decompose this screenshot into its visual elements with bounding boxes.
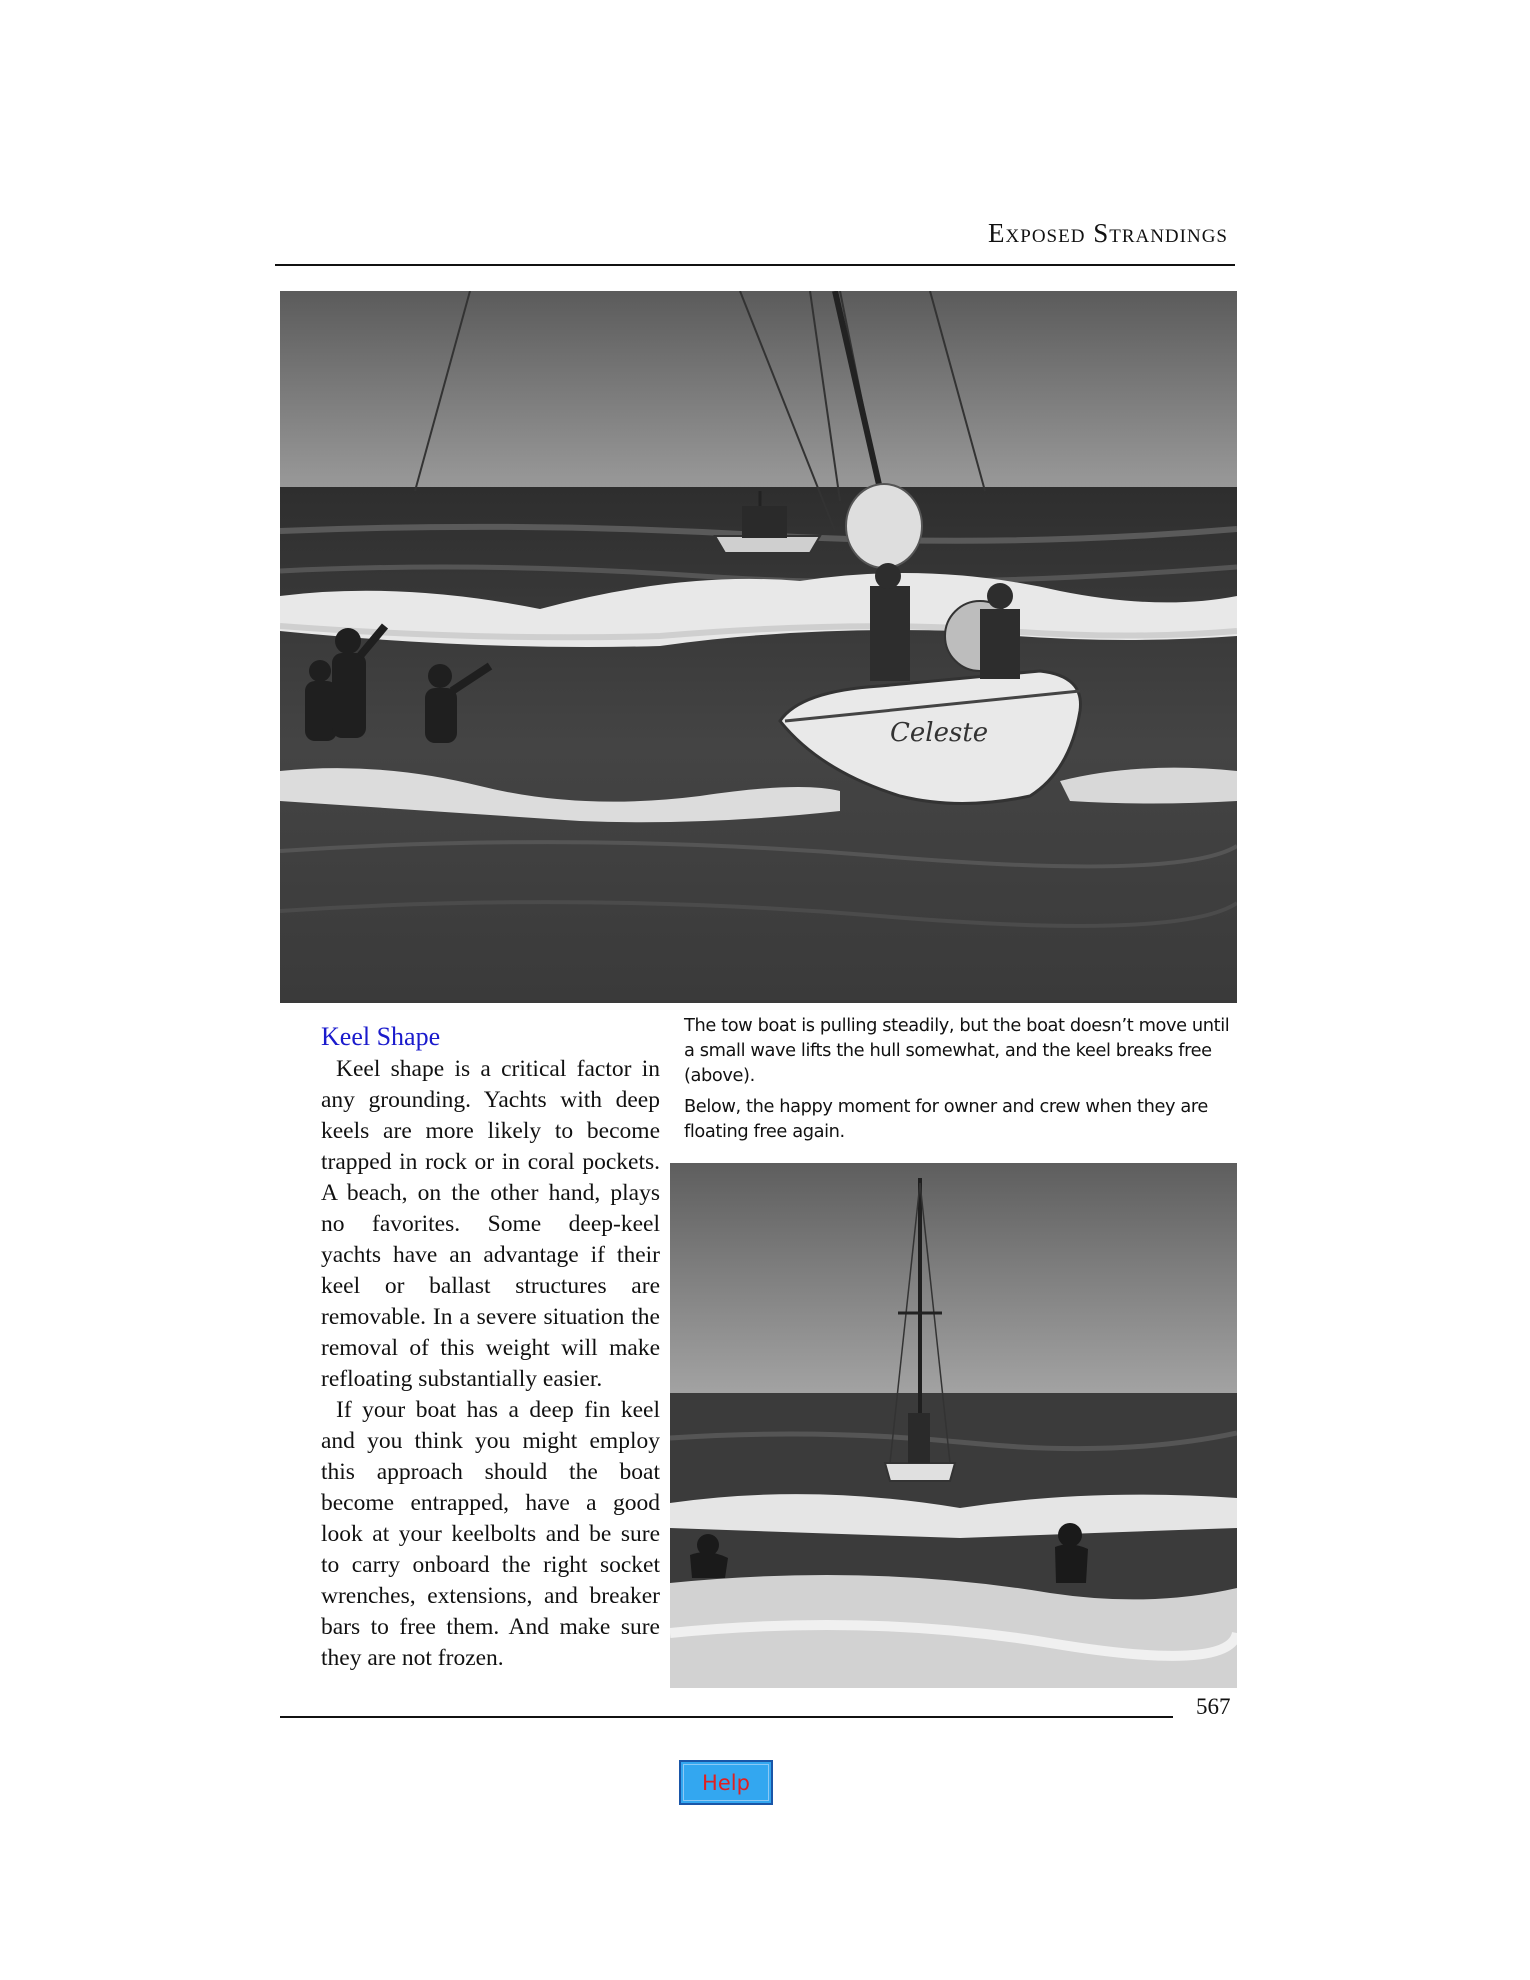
photo-stranded-sailboat xyxy=(280,291,1237,1003)
body-text xyxy=(321,1054,660,1674)
body-paragraph: Keel shape is a critical factor in any grounding. Yachts with deep keels are more likely to become trapped in rock or in coral pockets. A beach, on the other hand, plays no favorites. Some deep-keel yachts have an advantage if their keel or ballast structures are removable. In a severe situation the removal of this weight will make refloating substantially easier. xyxy=(321,1056,660,1392)
photo-captions xyxy=(684,1013,1239,1150)
help-button[interactable]: Help xyxy=(679,1760,773,1805)
footer-rule xyxy=(280,1716,1173,1718)
page-number: 567 xyxy=(1196,1694,1231,1719)
header-rule xyxy=(275,264,1235,266)
hull-name-text: Celeste xyxy=(890,718,989,748)
body-paragraph: If your boat has a deep fin keel and you think you might employ this approach should the boat become entrapped, have a good look at your keelbolts and be sure to carry onboard the right socket wrenches, extensions, and breaker bars to free them. And make sure they are not frozen. xyxy=(321,1397,660,1671)
running-head: Exposed Strandings xyxy=(988,218,1228,248)
stranded-sailboat-illustration xyxy=(280,291,1237,1003)
caption-top-photo: The tow boat is pulling steadily, but the boat doesn’t move until a small wave lifts the hull somewhat, and the keel breaks free (above). xyxy=(684,1015,1230,1086)
section-heading: Keel Shape xyxy=(321,1022,441,1051)
caption-bottom-photo: Below, the happy moment for owner and crew when they are floating free again. xyxy=(684,1096,1208,1142)
floating-boat-illustration xyxy=(670,1163,1237,1688)
photo-boat-floating-free xyxy=(670,1163,1237,1688)
